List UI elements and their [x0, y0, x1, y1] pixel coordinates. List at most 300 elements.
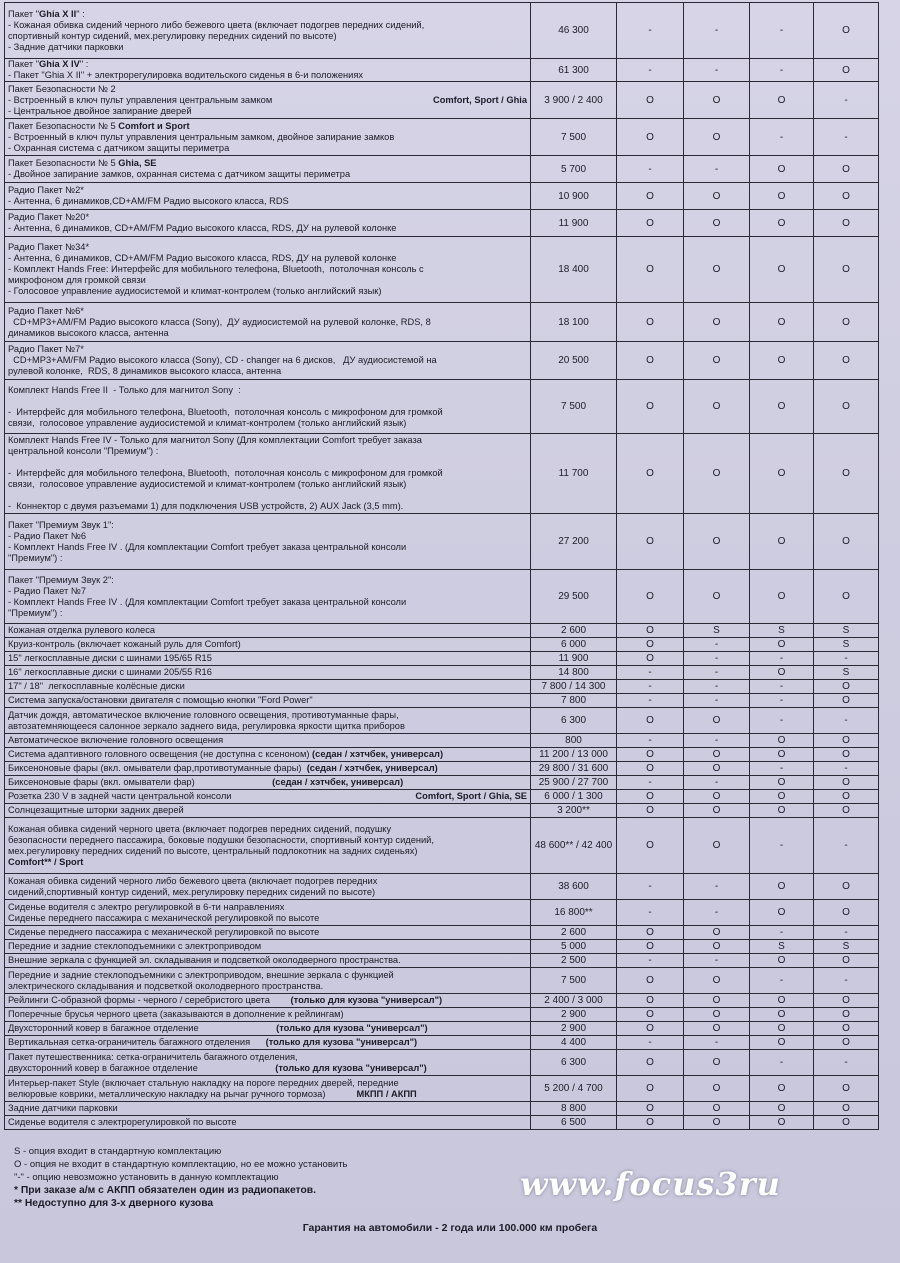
option-description [5, 1050, 531, 1076]
legend-standard: S - опция входит в стандартную комплектацию [14, 1146, 222, 1157]
availability-cell: O [750, 1116, 814, 1130]
option-price: 11 700 [531, 434, 617, 514]
option-line: связи, голосовое управление аудиосистемой и климат-контролем (только английский язык) [8, 479, 407, 489]
availability-cell: O [684, 940, 750, 954]
option-price: 7 500 [531, 380, 617, 434]
availability-cell: O [814, 342, 879, 380]
option-line: Сиденье водителя с электрорегулировкой по высоте [8, 1117, 237, 1127]
option-title: Пакет Безопасности № 2 [8, 83, 116, 94]
option-line: CD+MP3+AM/FM Радио высокого класса (Sony), CD - changer на 6 дисков, ДУ аудиосистемой на [8, 355, 437, 365]
option-line: - Антенна, 6 динамиков, CD+AM/FM Радио высокого класса, RDS, ДУ на рулевой колонке [8, 253, 397, 263]
availability-cell: - [814, 926, 879, 940]
trim-tag: Comfort, Sport / Ghia, SE [415, 791, 527, 801]
option-price: 2 900 [531, 1022, 617, 1036]
availability-cell: O [750, 804, 814, 818]
option-price: 29 800 / 31 600 [531, 762, 617, 776]
option-row [5, 968, 879, 994]
option-row [5, 1050, 879, 1076]
option-line: Кожаная обивка сидений черного цвета (включает подогрев передних сидений, подушку [8, 823, 392, 834]
availability-cell: O [684, 1102, 750, 1116]
option-line: Кожаная отделка рулевого колеса [8, 625, 156, 635]
availability-cell: O [617, 303, 684, 342]
availability-cell: - [684, 694, 750, 708]
option-description [5, 900, 531, 926]
availability-cell: S [750, 940, 814, 954]
availability-cell: O [617, 237, 684, 303]
option-row [5, 570, 879, 624]
availability-cell: O [617, 790, 684, 804]
availability-cell: O [814, 210, 879, 237]
option-line: Биксеноновые фары (вкл. омыватели фар) (седан / хэтчбек, универсал) [8, 777, 404, 787]
option-row [5, 434, 879, 514]
option-price: 25 900 / 27 700 [531, 776, 617, 790]
option-line: Поперечные брусья черного цвета (заказываются в дополнение к рейлингам) [8, 1009, 344, 1019]
option-description [5, 708, 531, 734]
availability-cell: O [617, 804, 684, 818]
option-line: электрического складывания и подсветкой околодверного пространства. [8, 980, 324, 991]
option-row [5, 156, 879, 183]
option-line: двухсторонний ковер в багажное отделение (только для кузова "универсал") [8, 1062, 427, 1073]
option-line: Внешние зеркала с функцией эл. складывания и подсветкой околодверного пространства. [8, 955, 401, 965]
availability-cell: O [684, 762, 750, 776]
option-description [5, 59, 531, 82]
availability-cell: O [814, 1036, 879, 1050]
option-description [5, 1022, 531, 1036]
availability-cell: O [617, 762, 684, 776]
availability-cell: O [684, 926, 750, 940]
option-description [5, 303, 531, 342]
option-row [5, 119, 879, 156]
availability-cell: O [617, 210, 684, 237]
option-description [5, 210, 531, 237]
availability-cell: O [617, 1116, 684, 1130]
option-line: 17" / 18" легкосплавные колёсные диски [8, 681, 185, 691]
option-price: 3 200** [531, 804, 617, 818]
option-line: динамиков высокого класса, антенна [8, 327, 169, 338]
option-line: велюровые коврики, металлическую накладку на рычаг ручного тормоза) МКПП / АКПП [8, 1088, 417, 1099]
availability-cell: O [814, 734, 879, 748]
footnote-three-door: ** Недоступно для 3-х дверного кузова [14, 1198, 214, 1209]
option-line: мех.регулировку передних сидений по высоте, центральный подлокотник на задних сиденьях) [8, 845, 418, 856]
option-description [5, 342, 531, 380]
option-line: Кожаная обивка сидений черного либо бежевого цвета (включает подогрев передних [8, 875, 378, 886]
option-row [5, 818, 879, 874]
option-description [5, 570, 531, 624]
availability-cell: O [750, 748, 814, 762]
availability-cell: - [684, 1036, 750, 1050]
availability-cell: - [684, 666, 750, 680]
availability-cell: O [617, 940, 684, 954]
option-line: Датчик дождя, автоматическое включение головного освещения, противотуманные фары, [8, 709, 399, 720]
availability-cell: O [684, 210, 750, 237]
option-row [5, 303, 879, 342]
option-price: 2 600 [531, 624, 617, 638]
option-line: связи, голосовое управление аудиосистемой и климат-контролем (только английский язык) [8, 417, 407, 428]
availability-cell: O [684, 804, 750, 818]
option-row [5, 183, 879, 210]
option-line: Солнцезащитные шторки задних дверей [8, 805, 184, 815]
option-row [5, 1102, 879, 1116]
option-description [5, 82, 531, 119]
availability-cell: - [684, 3, 750, 59]
option-row [5, 514, 879, 570]
availability-cell: - [814, 1050, 879, 1076]
availability-cell: - [684, 652, 750, 666]
option-row [5, 926, 879, 940]
option-price: 2 400 / 3 000 [531, 994, 617, 1008]
availability-cell: - [684, 156, 750, 183]
availability-cell: S [814, 940, 879, 954]
option-description [5, 119, 531, 156]
option-row [5, 666, 879, 680]
availability-cell: O [617, 1076, 684, 1102]
availability-cell: O [750, 994, 814, 1008]
option-line: Радио Пакет №20* [8, 212, 90, 222]
option-line: - Антенна, 6 динамиков,CD+AM/FM Радио высокого класса, RDS [8, 196, 289, 206]
availability-cell: - [684, 734, 750, 748]
availability-cell: S [814, 666, 879, 680]
availability-cell: O [750, 303, 814, 342]
availability-cell: - [617, 666, 684, 680]
option-line: Пакет "Премиум Звук 2": [8, 574, 114, 585]
option-price: 7 500 [531, 968, 617, 994]
option-line: Комплект Hands Free IV - Только для магнитол Sony (Для комплектации Comfort требует заказа [8, 435, 422, 445]
availability-cell: O [814, 1102, 879, 1116]
availability-cell: O [684, 818, 750, 874]
option-description [5, 652, 531, 666]
availability-cell: - [814, 82, 879, 119]
option-description [5, 734, 531, 748]
availability-cell: - [814, 119, 879, 156]
option-description [5, 183, 531, 210]
availability-cell: O [617, 638, 684, 652]
option-row [5, 624, 879, 638]
availability-cell: O [617, 342, 684, 380]
option-description [5, 940, 531, 954]
option-line: CD+MP3+AM/FM Радио высокого класса (Sony), ДУ аудиосистемой на рулевой колонке, RDS, 8 [8, 316, 431, 327]
availability-cell: O [684, 1050, 750, 1076]
option-row [5, 1076, 879, 1102]
availability-cell: O [684, 748, 750, 762]
option-row [5, 940, 879, 954]
availability-cell: O [684, 434, 750, 514]
option-row [5, 748, 879, 762]
option-line: Сиденье водителя с электро регулировкой в 6-ти направлениях [8, 901, 285, 912]
option-price: 29 500 [531, 570, 617, 624]
option-description [5, 818, 531, 874]
option-description [5, 994, 531, 1008]
availability-cell: S [684, 624, 750, 638]
option-price: 11 900 [531, 652, 617, 666]
legend-unavailable: "-" - опцию невозможно установить в данную комплектацию [14, 1172, 279, 1183]
availability-cell: O [750, 183, 814, 210]
availability-cell: O [814, 514, 879, 570]
option-line: безопасности переднего пассажира, боковые подушки безопасности, спортивный контур сидений, [8, 834, 434, 845]
option-price: 11 200 / 13 000 [531, 748, 617, 762]
availability-cell: - [617, 694, 684, 708]
availability-cell: - [617, 954, 684, 968]
option-price: 6 000 [531, 638, 617, 652]
option-price: 46 300 [531, 3, 617, 59]
option-description [5, 762, 531, 776]
option-title: Розетка 230 V в задней части центральной консоли Comfort, Sport / Ghia, SE [8, 791, 527, 801]
availability-cell: O [684, 342, 750, 380]
option-description [5, 638, 531, 652]
option-line: - Голосовое управление аудиосистемой и климат-контролем (только английский язык) [8, 286, 382, 296]
availability-cell: O [814, 434, 879, 514]
option-line: Система запуска/остановки двигателя с помощью кнопки "Ford Power" [8, 695, 313, 705]
option-row [5, 694, 879, 708]
availability-cell: O [617, 119, 684, 156]
option-line: "Премиум") : [8, 607, 63, 618]
availability-cell: O [684, 1022, 750, 1036]
availability-cell: - [750, 708, 814, 734]
option-line: - Интерфейс для мобильного телефона, Bluetooth, потолочная консоль с микрофоном для громкой [8, 406, 443, 417]
availability-cell: O [617, 1050, 684, 1076]
option-line: сидений,спортивный контур сидений, мех.регулировку передних сидений по высоте) [8, 886, 376, 897]
availability-cell: O [684, 1076, 750, 1102]
option-description [5, 1102, 531, 1116]
option-description [5, 156, 531, 183]
option-description [5, 434, 531, 514]
option-row [5, 1022, 879, 1036]
option-price: 18 100 [531, 303, 617, 342]
availability-cell: O [814, 1076, 879, 1102]
option-line: - Центральное двойное запирание дверей [8, 105, 192, 116]
availability-cell: - [750, 119, 814, 156]
option-price: 10 900 [531, 183, 617, 210]
availability-cell: - [617, 1036, 684, 1050]
option-line: Двухсторонний ковер в багажное отделение (только для кузова "универсал") [8, 1023, 428, 1033]
option-description [5, 624, 531, 638]
option-description [5, 776, 531, 790]
availability-cell: - [750, 818, 814, 874]
availability-cell: O [617, 652, 684, 666]
option-price: 38 600 [531, 874, 617, 900]
option-price: 5 700 [531, 156, 617, 183]
availability-cell: O [814, 680, 879, 694]
option-description [5, 514, 531, 570]
option-price: 7 800 [531, 694, 617, 708]
option-line: Комплект Hands Free II - Только для магнитол Sony : [8, 384, 241, 395]
option-line: центральной консоли "Премиум") : [8, 446, 159, 456]
availability-cell: - [814, 968, 879, 994]
availability-cell: O [684, 514, 750, 570]
availability-cell: O [684, 82, 750, 119]
option-row [5, 237, 879, 303]
availability-cell: S [814, 624, 879, 638]
option-line: - Комплект Hands Free: Интерфейс для мобильного телефона, Bluetooth, потолочная консоль с [8, 264, 424, 274]
option-price: 2 600 [531, 926, 617, 940]
option-line: микрофоном для громкой связи [8, 275, 146, 285]
option-row [5, 874, 879, 900]
option-description [5, 666, 531, 680]
availability-cell: - [814, 708, 879, 734]
option-description [5, 926, 531, 940]
option-price: 8 800 [531, 1102, 617, 1116]
availability-cell: O [750, 156, 814, 183]
option-row [5, 342, 879, 380]
legend-optional: O - опция не входит в стандартную комплектацию, но ее можно установить [14, 1159, 348, 1170]
availability-cell: O [684, 570, 750, 624]
availability-cell: O [684, 303, 750, 342]
option-line: Задние датчики парковки [8, 1103, 118, 1113]
option-line: - Радио Пакет №6 [8, 530, 86, 541]
option-row [5, 1008, 879, 1022]
option-line: Рейлинги С-образной формы - черного / серебристого цвета (только для кузова "универсал") [8, 995, 443, 1005]
availability-cell: O [684, 183, 750, 210]
availability-cell: O [814, 694, 879, 708]
availability-cell: O [814, 1008, 879, 1022]
option-price: 6 300 [531, 708, 617, 734]
option-description [5, 1008, 531, 1022]
availability-cell: S [814, 638, 879, 652]
option-price: 6 500 [531, 1116, 617, 1130]
availability-cell: O [750, 1008, 814, 1022]
option-price: 2 900 [531, 1008, 617, 1022]
availability-cell: O [814, 156, 879, 183]
availability-cell: - [750, 3, 814, 59]
option-line: Пакет "Премиум Звук 1": [8, 519, 114, 530]
option-line: Биксеноновые фары (вкл. омыватели фар,противотуманные фары) (седан / хэтчбек, универсал) [8, 763, 438, 773]
availability-cell: O [617, 380, 684, 434]
availability-cell: O [684, 994, 750, 1008]
option-row [5, 776, 879, 790]
availability-cell: O [617, 434, 684, 514]
availability-cell: O [750, 570, 814, 624]
availability-cell: O [750, 1022, 814, 1036]
option-line: Радио Пакет №34* [8, 242, 90, 252]
option-line [8, 490, 527, 501]
availability-cell: O [684, 1008, 750, 1022]
option-price: 11 900 [531, 210, 617, 237]
availability-cell: - [684, 874, 750, 900]
availability-cell: O [684, 119, 750, 156]
option-line: - Охранная система с датчиком защиты периметра [8, 142, 230, 153]
option-line: Пакет путешественника: сетка-ограничитель багажного отделения, [8, 1051, 298, 1062]
availability-cell: O [750, 1036, 814, 1050]
availability-cell: O [617, 818, 684, 874]
warranty-note: Гарантия на автомобили - 2 года или 100.000 км пробега [302, 1222, 598, 1234]
option-description [5, 790, 531, 804]
option-price: 3 900 / 2 400 [531, 82, 617, 119]
availability-cell: O [684, 790, 750, 804]
availability-cell: O [617, 926, 684, 940]
option-line: Сиденье переднего пассажира с механической регулировкой по высоте [8, 912, 320, 923]
option-row [5, 900, 879, 926]
availability-cell: O [814, 790, 879, 804]
option-description [5, 804, 531, 818]
option-line: - Кожаная обивка сидений черного либо бежевого цвета (включает подогрев передних сидений, [8, 19, 425, 30]
option-line: - Задние датчики парковки [8, 41, 124, 52]
availability-cell: O [750, 514, 814, 570]
option-line: - Интерфейс для мобильного телефона, Bluetooth, потолочная консоль с микрофоном для громкой [8, 468, 443, 478]
availability-cell: O [617, 183, 684, 210]
option-price: 20 500 [531, 342, 617, 380]
availability-cell: - [814, 652, 879, 666]
option-price: 5 000 [531, 940, 617, 954]
availability-cell: - [750, 1050, 814, 1076]
availability-cell: O [814, 380, 879, 434]
availability-cell: O [617, 994, 684, 1008]
option-line: рулевой колонке, RDS, 8 динамиков высокого класса, антенна [8, 366, 282, 376]
option-description [5, 748, 531, 762]
availability-cell: O [814, 776, 879, 790]
availability-cell: - [617, 680, 684, 694]
availability-cell: O [814, 804, 879, 818]
option-line [8, 396, 527, 407]
option-row [5, 994, 879, 1008]
availability-cell: - [684, 900, 750, 926]
option-line: Пакет "Ghia X II" : [8, 8, 85, 19]
option-line: - Встроенный в ключ пульт управления центральным замком, двойное запирание замков [8, 131, 395, 142]
availability-cell: - [684, 776, 750, 790]
availability-cell: O [617, 82, 684, 119]
option-row [5, 804, 879, 818]
option-line: Пакет "Ghia X IV" : [8, 59, 89, 69]
option-row [5, 680, 879, 694]
trim-tag: Comfort, Sport / Ghia [433, 94, 527, 105]
availability-cell: O [617, 570, 684, 624]
option-row [5, 3, 879, 59]
availability-cell: O [750, 900, 814, 926]
availability-cell: - [684, 638, 750, 652]
availability-cell: O [617, 968, 684, 994]
availability-cell: O [750, 1102, 814, 1116]
option-line: Система адаптивного головного освещения (не доступна с ксеноном) (седан / хэтчбек, универсал) [8, 749, 444, 759]
availability-cell: - [750, 652, 814, 666]
option-price: 6 000 / 1 300 [531, 790, 617, 804]
availability-cell: - [814, 818, 879, 874]
option-line: - Антенна, 6 динамиков, CD+AM/FM Радио высокого класса, RDS, ДУ на рулевой колонке [8, 223, 397, 233]
availability-cell: S [750, 624, 814, 638]
availability-cell: O [750, 434, 814, 514]
option-line: Интерьер-пакет Style (включает стальную накладку на пороге передних дверей, передние [8, 1077, 399, 1088]
availability-cell: - [617, 874, 684, 900]
option-row [5, 82, 879, 119]
site-watermark: www.focus3ru [520, 1165, 781, 1203]
availability-cell: - [617, 734, 684, 748]
option-price: 800 [531, 734, 617, 748]
availability-cell: O [814, 1022, 879, 1036]
availability-cell: O [750, 954, 814, 968]
option-line: 15" легкосплавные диски с шинами 195/65 R15 [8, 653, 212, 663]
option-row [5, 734, 879, 748]
availability-cell: O [814, 59, 879, 82]
option-price: 7 800 / 14 300 [531, 680, 617, 694]
option-description [5, 680, 531, 694]
option-description [5, 1076, 531, 1102]
availability-cell: O [814, 900, 879, 926]
availability-cell: O [750, 380, 814, 434]
option-line: Вертикальная сетка-ограничитель багажного отделения (только для кузова "универсал") [8, 1037, 418, 1047]
availability-cell: - [617, 156, 684, 183]
option-line: - Радио Пакет №7 [8, 585, 86, 596]
availability-cell: - [750, 926, 814, 940]
availability-cell: O [684, 380, 750, 434]
availability-cell: - [684, 954, 750, 968]
option-description [5, 968, 531, 994]
availability-cell: - [617, 59, 684, 82]
option-row [5, 652, 879, 666]
option-line: Круиз-контроль (включает кожаный руль для Comfort) [8, 639, 241, 649]
availability-cell: - [750, 968, 814, 994]
availability-cell: O [814, 570, 879, 624]
option-description [5, 237, 531, 303]
availability-cell: O [617, 1008, 684, 1022]
availability-cell: - [684, 680, 750, 694]
option-row [5, 1036, 879, 1050]
